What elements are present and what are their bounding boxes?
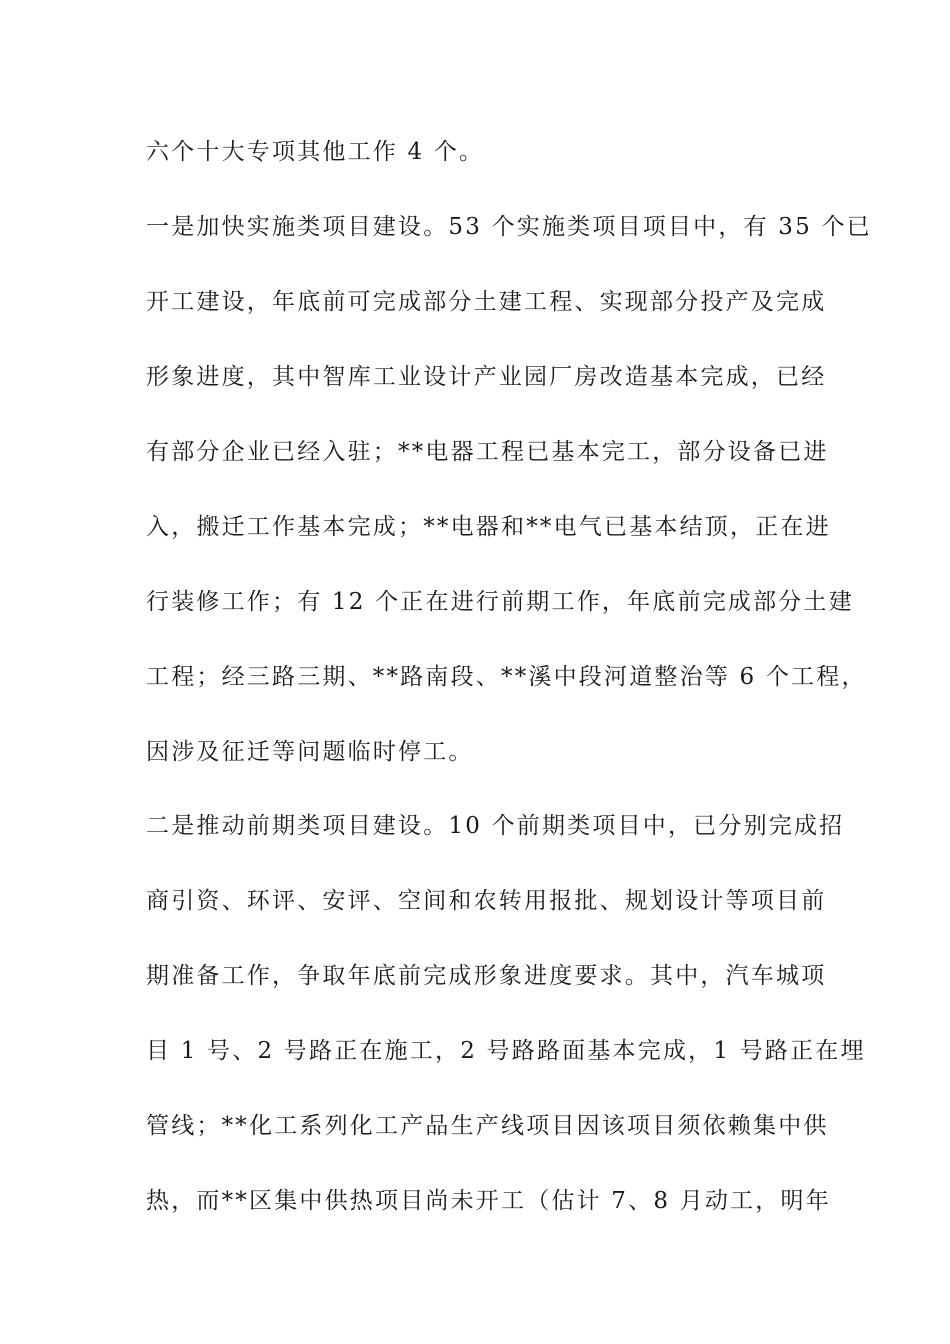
text-line-15: 热，而**区集中供热项目尚未开工（估计 7、8 月动工，明年 [146, 1188, 831, 1214]
text-line-3: 开工建设，年底前可完成部分土建工程、实现部分投产及完成 [146, 289, 827, 315]
text-line-4: 形象进度，其中智库工业设计产业园厂房改造基本完成，已经 [146, 364, 827, 390]
text-line-6: 入，搬迁工作基本完成；**电器和**电气已基本结顶，正在进 [146, 514, 831, 540]
text-line-5: 有部分企业已经入驻；**电器工程已基本完工，部分设备已进 [146, 439, 829, 465]
text-line-8: 工程；经三路三期、**路南段、**溪中段河道整治等 6 个工程， [146, 664, 867, 690]
text-line-10: 二是推动前期类项目建设。10 个前期类项目中，已分别完成招 [146, 813, 845, 839]
text-line-2: 一是加快实施类项目建设。53 个实施类项目项目中，有 35 个已 [146, 214, 872, 240]
text-line-7: 行装修工作；有 12 个正在进行前期工作，年底前完成部分土建 [146, 589, 854, 615]
text-line-14: 管线；**化工系列化工产品生产线项目因该项目须依赖集中供 [146, 1113, 829, 1139]
text-line-13: 目 1 号、2 号路正在施工，2 号路路面基本完成，1 号路正在埋 [146, 1038, 866, 1064]
text-line-1: 六个十大专项其他工作 4 个。 [146, 139, 485, 165]
text-line-12: 期准备工作，争取年底前完成形象进度要求。其中，汽车城项 [146, 963, 827, 989]
text-line-9: 因涉及征迁等问题临时停工。 [146, 739, 474, 765]
text-line-11: 商引资、环评、安评、空间和农转用报批、规划设计等项目前 [146, 888, 827, 914]
